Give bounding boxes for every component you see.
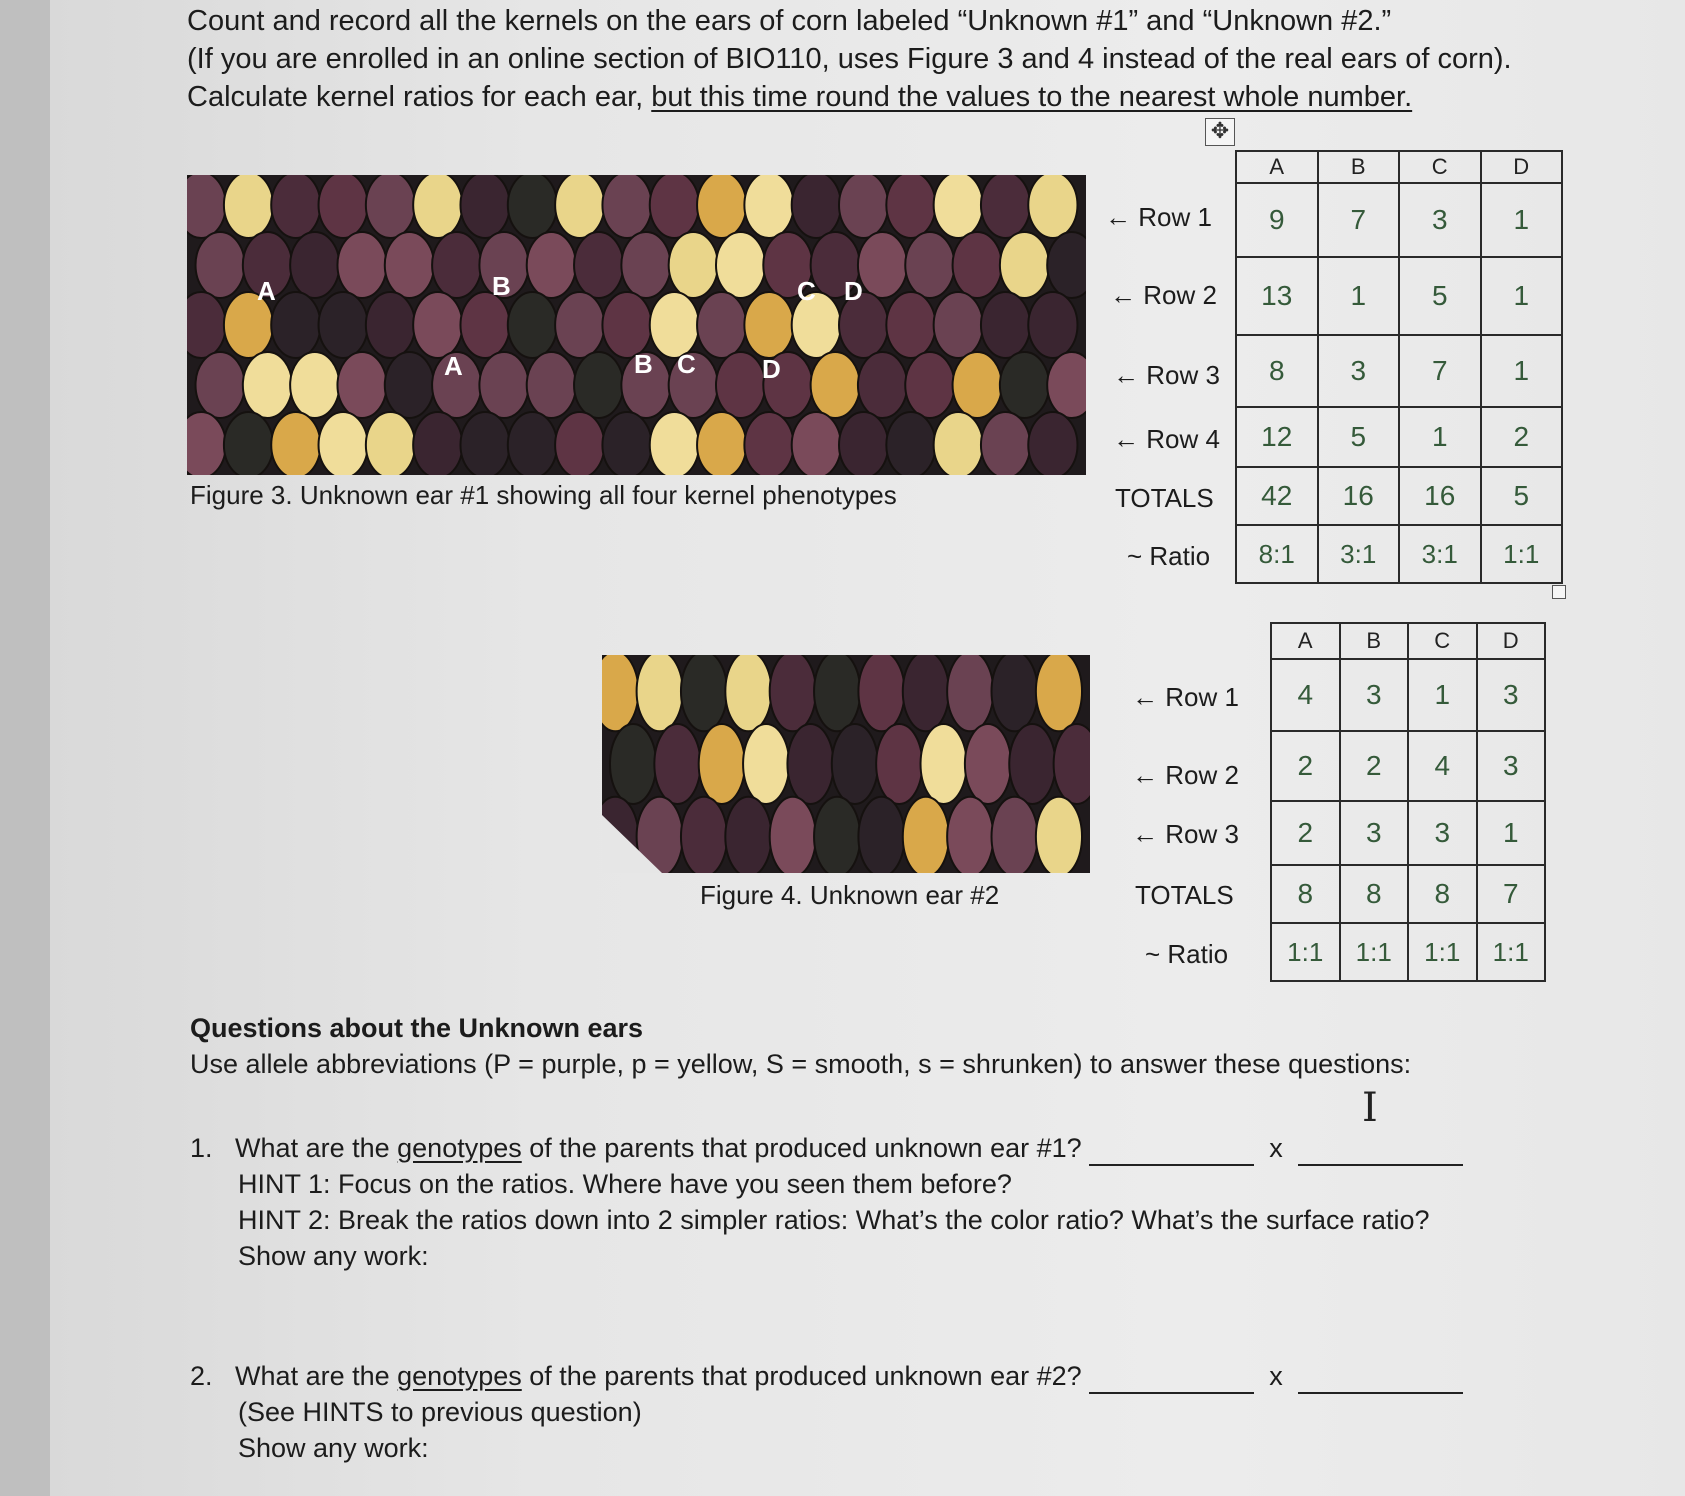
corn-kernel <box>953 352 1002 418</box>
corn-kernel <box>366 175 415 238</box>
phenotype-label: C <box>677 349 696 379</box>
t1-cell[interactable]: 8 <box>1236 335 1318 407</box>
q1-hint-1: HINT 1: Focus on the ratios. Where have you seen them before? <box>238 1169 1012 1199</box>
phenotype-label: B <box>634 349 653 379</box>
t2-header-row <box>1271 623 1545 659</box>
phenotype-label: D <box>844 276 863 306</box>
corn-kernel <box>460 412 509 475</box>
corn-kernel <box>744 292 793 358</box>
intro-instructions <box>187 2 1512 116</box>
corn-kernel <box>697 175 746 238</box>
corn-kernel <box>1054 724 1090 804</box>
corn-kernel <box>650 412 699 475</box>
q2-number: 2. <box>190 1361 213 1391</box>
corn-kernel <box>832 724 878 804</box>
corn-kernel <box>610 724 656 804</box>
corn-kernel <box>637 655 683 731</box>
q2-post: of the parents that produced unknown ear #2? <box>521 1361 1082 1391</box>
intro-line-2: (If you are enrolled in an online section of BIO110, uses Figure 3 and 4 instead of the real ears of corn). <box>187 43 1512 75</box>
t2-header-c: C <box>1408 623 1477 659</box>
t2-cell[interactable]: 8 <box>1408 865 1477 923</box>
corn-kernel <box>432 232 481 298</box>
t1-cell[interactable]: 1 <box>1399 407 1481 467</box>
corn-kernel <box>527 232 576 298</box>
t1-cell[interactable]: 7 <box>1399 335 1481 407</box>
corn-kernel <box>992 655 1038 731</box>
t1-row-4 <box>1236 407 1562 467</box>
q2-answer-blank-1[interactable] <box>1089 1366 1254 1394</box>
q2-work: Show any work: <box>238 1433 429 1463</box>
t2-cell[interactable]: 3 <box>1477 731 1546 801</box>
corn-kernel <box>725 655 771 731</box>
q1-work: Show any work: <box>238 1241 429 1271</box>
corn-kernel <box>903 655 949 731</box>
q1-post: of the parents that produced unknown ear #1? <box>521 1133 1082 1163</box>
t2-row-label: ← Row 1 <box>1132 682 1239 712</box>
t2-row-3 <box>1271 801 1545 865</box>
figure-3-corn-photo <box>187 175 1086 475</box>
t1-header-c: C <box>1399 151 1481 183</box>
corn-kernel <box>697 412 746 475</box>
q1-pre: What are the <box>235 1133 398 1163</box>
corn-kernel <box>947 797 993 873</box>
q2-line <box>190 1358 1530 1394</box>
corn-kernel <box>654 724 700 804</box>
table-unknown-ear-1 <box>1235 150 1563 584</box>
corn-kernel <box>413 175 462 238</box>
corn-kernel <box>479 352 528 418</box>
corn-kernel <box>527 352 576 418</box>
corn-kernel <box>385 232 434 298</box>
t2-cell[interactable]: 2 <box>1340 731 1409 801</box>
t2-cell[interactable]: 1:1 <box>1477 923 1546 981</box>
t2-totals-row <box>1271 865 1545 923</box>
t1-cell[interactable]: 13 <box>1236 257 1318 335</box>
corn-kernel <box>858 232 907 298</box>
t1-cell[interactable]: 1 <box>1481 335 1563 407</box>
corn-kernel <box>697 292 746 358</box>
t1-cell[interactable]: 8:1 <box>1236 525 1318 583</box>
corn-kernel <box>787 724 833 804</box>
t2-row-2 <box>1271 731 1545 801</box>
t2-cell[interactable]: 2 <box>1271 801 1340 865</box>
t1-totals-row <box>1236 467 1562 525</box>
q1-hint-2: HINT 2: Break the ratios down into 2 simpler ratios: What’s the color ratio? What’s the surface ratio? <box>238 1205 1430 1235</box>
corn-kernel <box>555 175 604 238</box>
t2-cell[interactable]: 1:1 <box>1408 923 1477 981</box>
table-unknown-ear-2 <box>1270 622 1546 982</box>
corn-kernel <box>886 175 935 238</box>
corn-kernel <box>921 724 967 804</box>
corn-kernel <box>965 724 1011 804</box>
corn-kernel <box>508 175 557 238</box>
corn-kernel <box>839 412 888 475</box>
corn-kernel <box>574 352 623 418</box>
corn-kernel <box>602 175 651 238</box>
corn-kernel <box>681 797 727 873</box>
corn-kernel <box>319 175 368 238</box>
corn-kernel <box>725 797 771 873</box>
corn-kernel <box>811 352 860 418</box>
corn-kernel <box>981 175 1030 238</box>
t2-row-label: ~ Ratio <box>1145 939 1229 969</box>
corn-kernel <box>886 292 935 358</box>
t2-row-label: TOTALS <box>1135 880 1234 910</box>
corn-kernel <box>744 412 793 475</box>
t1-header-b: B <box>1318 151 1400 183</box>
t2-row-label: ← Row 2 <box>1132 760 1239 790</box>
t2-cell[interactable]: 3 <box>1340 659 1409 731</box>
t1-cell[interactable]: 5 <box>1481 467 1563 525</box>
corn-kernel <box>319 292 368 358</box>
corn-kernel <box>934 292 983 358</box>
t1-cell[interactable]: 5 <box>1318 407 1400 467</box>
t2-cell[interactable]: 7 <box>1477 865 1546 923</box>
corn-kernel <box>770 655 816 731</box>
t2-cell[interactable]: 1 <box>1408 659 1477 731</box>
q2-answer-blank-2[interactable] <box>1298 1366 1463 1394</box>
t2-row-label: ← Row 3 <box>1132 819 1239 849</box>
q1-answer-blank-1[interactable] <box>1089 1138 1254 1166</box>
text-cursor-icon: I <box>1362 1085 1378 1131</box>
corn-kernel <box>1000 352 1049 418</box>
t1-cell[interactable]: 12 <box>1236 407 1318 467</box>
questions-section <box>190 1010 1530 1082</box>
corn-kernel <box>905 352 954 418</box>
t1-cell[interactable]: 1:1 <box>1481 525 1563 583</box>
phenotype-label: A <box>257 276 276 306</box>
t2-cell[interactable]: 3 <box>1477 659 1546 731</box>
t1-cell[interactable]: 3 <box>1399 183 1481 257</box>
corn-kernel <box>839 175 888 238</box>
t1-ratio-row <box>1236 525 1562 583</box>
t1-cell[interactable]: 1 <box>1481 183 1563 257</box>
t1-row-2 <box>1236 257 1562 335</box>
corn-kernel <box>319 412 368 475</box>
phenotype-label: C <box>797 276 816 306</box>
t2-cell[interactable]: 1:1 <box>1271 923 1340 981</box>
corn-kernel <box>508 292 557 358</box>
phenotype-label: D <box>762 354 781 384</box>
corn-kernel <box>196 352 245 418</box>
corn-kernel <box>187 292 226 358</box>
t1-cell[interactable]: 7 <box>1318 183 1400 257</box>
t2-cell[interactable]: 1:1 <box>1340 923 1409 981</box>
corn-kernel <box>744 175 793 238</box>
t1-cell[interactable]: 3:1 <box>1399 525 1481 583</box>
corn-kernel <box>555 292 604 358</box>
corn-kernel <box>508 412 557 475</box>
corn-kernel <box>413 412 462 475</box>
t2-cell[interactable]: 8 <box>1340 865 1409 923</box>
corn-kernel <box>1036 797 1082 873</box>
phenotype-label: B <box>492 271 511 301</box>
screen-left-edge <box>0 0 50 1496</box>
corn-kernel <box>814 797 860 873</box>
corn-ear-2-image <box>602 655 1090 873</box>
t1-row-label: ← Row 4 <box>1113 424 1220 454</box>
corn-kernel <box>271 175 320 238</box>
t2-cell[interactable]: 8 <box>1271 865 1340 923</box>
corn-kernel <box>555 412 604 475</box>
corn-kernel <box>934 175 983 238</box>
corn-kernel <box>271 292 320 358</box>
corn-kernel <box>337 352 386 418</box>
corn-kernel <box>934 412 983 475</box>
t1-row-label: ~ Ratio <box>1127 541 1211 571</box>
corn-kernel <box>413 292 462 358</box>
corn-kernel <box>243 352 292 418</box>
corn-kernel <box>1000 232 1049 298</box>
table-resize-handle-icon[interactable] <box>1552 585 1566 599</box>
t2-ratio-row <box>1271 923 1545 981</box>
t1-cell[interactable]: 42 <box>1236 467 1318 525</box>
figure-4-corn-photo <box>602 655 1090 873</box>
corn-kernel <box>792 412 841 475</box>
q2-genotypes: genotypes <box>397 1361 522 1391</box>
corn-kernel <box>903 797 949 873</box>
intro-line-3-underlined: but this time round the values to the nearest whole number. <box>651 81 1413 113</box>
corn-kernel <box>1047 352 1086 418</box>
q2-pre: What are the <box>235 1361 398 1391</box>
corn-kernel <box>1009 724 1055 804</box>
corn-kernel <box>953 232 1002 298</box>
t1-row-label: ← Row 2 <box>1110 280 1217 310</box>
corn-kernel <box>621 232 670 298</box>
corn-kernel <box>271 412 320 475</box>
corn-kernel <box>337 232 386 298</box>
corn-kernel <box>716 352 765 418</box>
q2-hint: (See HINTS to previous question) <box>238 1397 642 1427</box>
phenotype-label: A <box>444 351 463 381</box>
corn-kernel <box>224 412 273 475</box>
t1-cell[interactable]: 16 <box>1318 467 1400 525</box>
corn-kernel <box>669 232 718 298</box>
corn-kernel <box>1028 292 1077 358</box>
corn-kernel <box>814 655 860 731</box>
corn-kernel <box>366 412 415 475</box>
corn-kernel <box>858 352 907 418</box>
corn-kernel <box>905 232 954 298</box>
t1-cell[interactable]: 1 <box>1481 257 1563 335</box>
t1-cell[interactable]: 16 <box>1399 467 1481 525</box>
corn-kernel <box>876 724 922 804</box>
questions-instructions: Use allele abbreviations (P = purple, p = yellow, S = smooth, s = shrunken) to answer these questions: <box>190 1049 1412 1079</box>
t1-row-label: ← Row 3 <box>1113 360 1220 390</box>
corn-kernel <box>574 232 623 298</box>
q1-answer-blank-2[interactable] <box>1298 1138 1463 1166</box>
t2-cell[interactable]: 4 <box>1271 659 1340 731</box>
t1-header-d: D <box>1481 151 1563 183</box>
t2-header-d: D <box>1477 623 1546 659</box>
corn-kernel <box>460 292 509 358</box>
corn-kernel <box>290 352 339 418</box>
t2-cell[interactable]: 4 <box>1408 731 1477 801</box>
t1-row-label: TOTALS <box>1115 483 1214 513</box>
t1-cell[interactable]: 9 <box>1236 183 1318 257</box>
corn-kernel <box>886 412 935 475</box>
t1-header-row <box>1236 151 1562 183</box>
corn-kernel <box>743 724 789 804</box>
q2-times: x <box>1269 1361 1283 1391</box>
t2-cell[interactable]: 1 <box>1477 801 1546 865</box>
corn-kernel <box>681 655 727 731</box>
corn-kernel <box>770 797 816 873</box>
intro-line-3-plain: Calculate kernel ratios for each ear, <box>187 81 652 113</box>
t2-cell[interactable]: 2 <box>1271 731 1340 801</box>
t2-header-b: B <box>1340 623 1409 659</box>
questions-title: Questions about the Unknown ears <box>190 1013 644 1043</box>
q1-times: x <box>1269 1133 1283 1163</box>
t2-cell[interactable]: 3 <box>1340 801 1409 865</box>
corn-ear-1-image <box>187 175 1086 475</box>
corn-kernel <box>602 412 651 475</box>
t1-row-1 <box>1236 183 1562 257</box>
question-2 <box>190 1358 1530 1466</box>
corn-kernel <box>224 175 273 238</box>
q1-line <box>190 1130 1530 1166</box>
t1-cell[interactable]: 1 <box>1318 257 1400 335</box>
corn-kernel <box>981 412 1030 475</box>
figure-4-caption: Figure 4. Unknown ear #2 <box>700 880 1000 910</box>
corn-kernel <box>981 292 1030 358</box>
t1-header-a: A <box>1236 151 1318 183</box>
corn-kernel <box>992 797 1038 873</box>
corn-kernel <box>858 797 904 873</box>
corn-kernel <box>1047 232 1086 298</box>
corn-kernel <box>1036 655 1082 731</box>
corn-kernel <box>699 724 745 804</box>
table-move-handle-icon[interactable]: ✥ <box>1205 118 1235 146</box>
q1-number: 1. <box>190 1133 213 1163</box>
question-1 <box>190 1130 1530 1274</box>
corn-kernel <box>858 655 904 731</box>
t1-row-3 <box>1236 335 1562 407</box>
q1-genotypes: genotypes <box>397 1133 522 1163</box>
t1-cell[interactable]: 3:1 <box>1318 525 1400 583</box>
t2-row-1 <box>1271 659 1545 731</box>
t1-cell[interactable]: 2 <box>1481 407 1563 467</box>
intro-line-1: Count and record all the kernels on the ears of corn labeled “Unknown #1” and “Unknown #2.” <box>187 5 1392 37</box>
corn-kernel <box>460 175 509 238</box>
corn-kernel <box>385 352 434 418</box>
t2-cell[interactable]: 3 <box>1408 801 1477 865</box>
t1-cell[interactable]: 5 <box>1399 257 1481 335</box>
corn-kernel <box>650 175 699 238</box>
intro-line-3 <box>187 78 1512 116</box>
t1-row-label: ← Row 1 <box>1105 202 1212 232</box>
corn-kernel <box>1028 175 1077 238</box>
corn-kernel <box>792 175 841 238</box>
corn-kernel <box>196 232 245 298</box>
figure-3-caption: Figure 3. Unknown ear #1 showing all four kernel phenotypes <box>190 480 897 510</box>
corn-kernel <box>947 655 993 731</box>
corn-kernel <box>366 292 415 358</box>
corn-kernel <box>290 232 339 298</box>
corn-kernel <box>1028 412 1077 475</box>
t1-cell[interactable]: 3 <box>1318 335 1400 407</box>
t2-header-a: A <box>1271 623 1340 659</box>
corn-kernel <box>716 232 765 298</box>
